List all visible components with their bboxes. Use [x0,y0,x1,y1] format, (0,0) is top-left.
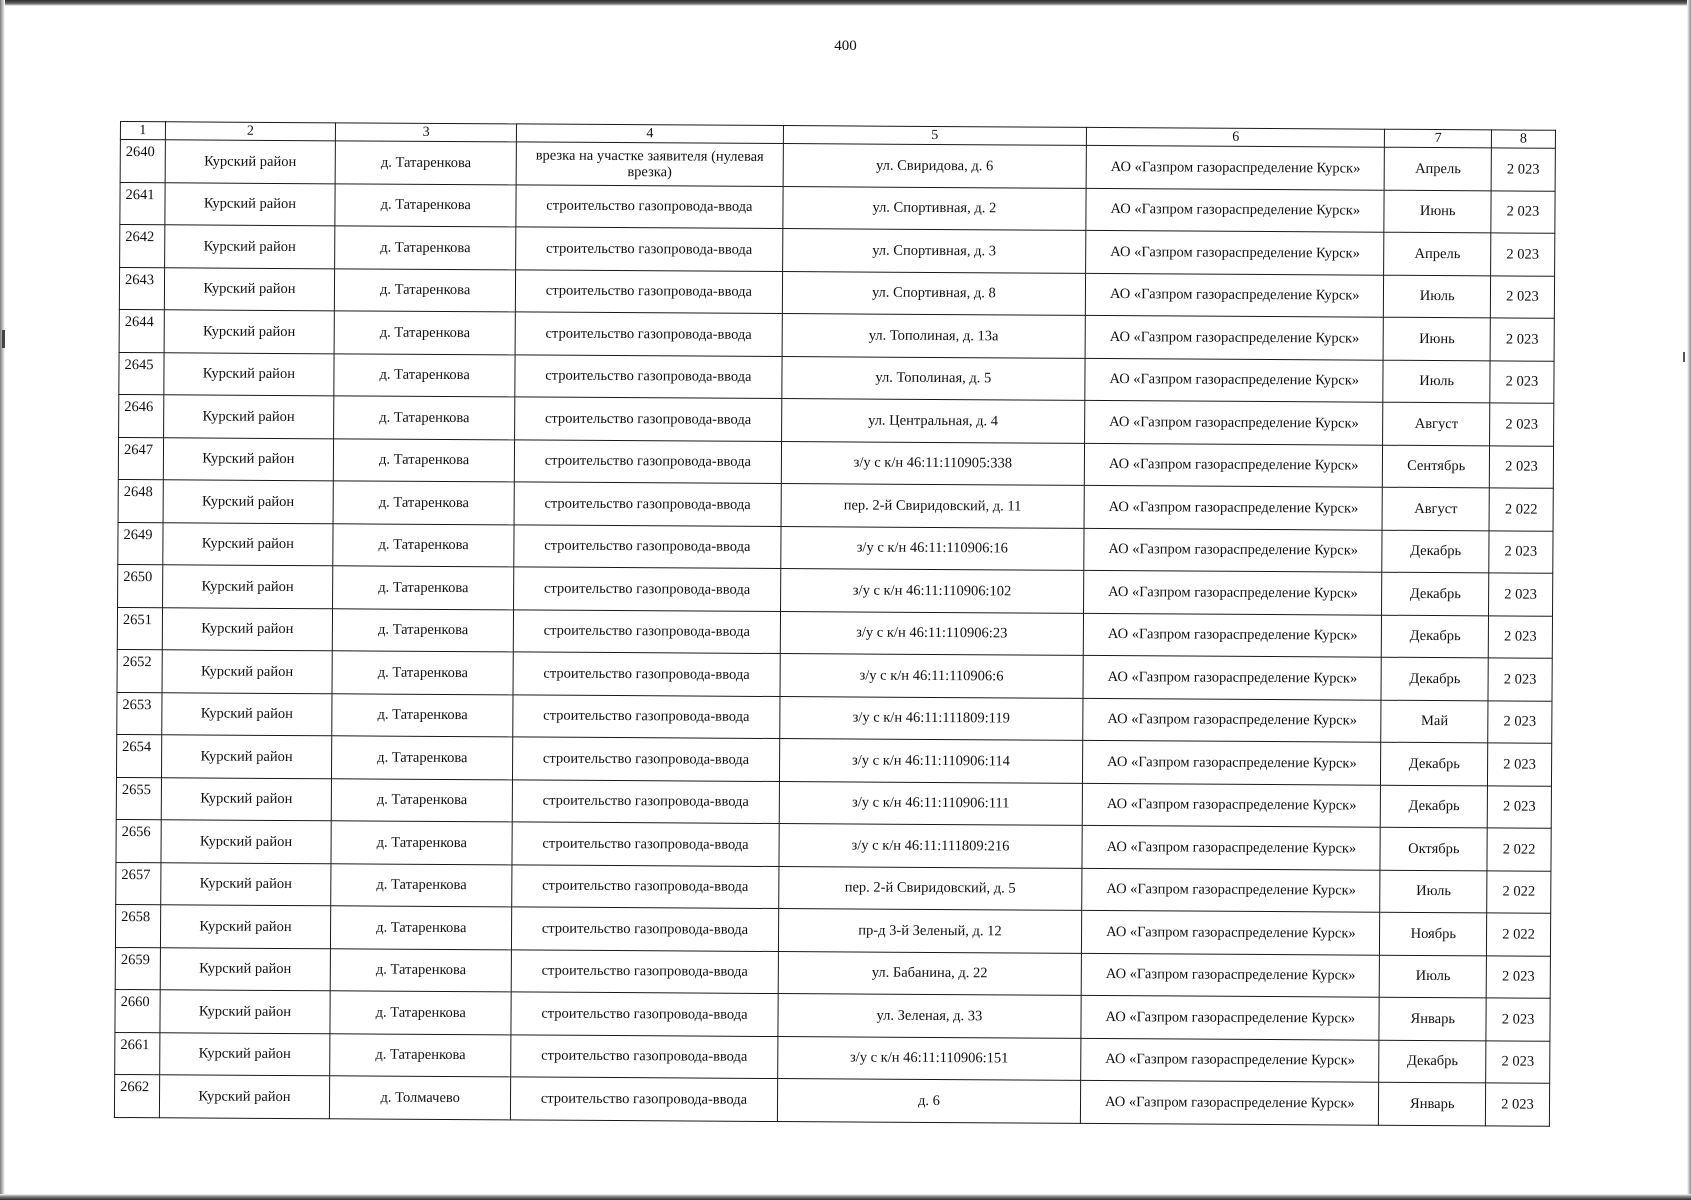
work-type-cell: строительство газопровода-ввода [511,992,778,1036]
address-cell: ул. Тополиная, д. 13а [782,314,1086,358]
work-type-cell: строительство газопровода-ввода [514,567,781,611]
row-number: 2645 [119,352,164,395]
organization-cell: АО «Газпром газораспределение Курск» [1085,315,1384,359]
settlement-cell: д. Татаренкова [333,566,514,610]
organization-cell: АО «Газпром газораспределение Курск» [1086,188,1385,232]
year-cell: 2 023 [1488,700,1552,743]
column-header-5: 5 [783,126,1087,146]
address-cell: ул. Центральная, д. 4 [781,399,1085,443]
district-cell: Курский район [163,395,334,439]
row-number: 2659 [115,947,160,990]
row-number: 2646 [119,394,164,437]
address-cell: ул. Спортивная, д. 2 [782,186,1086,230]
year-cell: 2 022 [1489,488,1553,531]
settlement-cell: д. Татаренкова [334,396,515,440]
address-cell: з/у с к/н 46:11:110906:151 [777,1036,1081,1080]
scan-edge-left [0,0,5,1200]
month-cell: Апрель [1384,232,1491,275]
district-cell: Курский район [164,352,335,396]
year-cell: 2 023 [1485,1083,1549,1126]
work-type-cell: строительство газопровода-ввода [512,822,779,866]
row-number: 2648 [118,479,163,522]
table-row [114,1074,1549,1125]
year-cell: 2 023 [1490,318,1554,361]
settlement-cell: д. Татаренкова [333,438,514,482]
district-cell: Курский район [161,777,332,821]
month-cell: Декабрь [1382,615,1489,658]
table-body [114,140,1555,1126]
month-cell: Январь [1379,997,1486,1040]
month-cell: Июль [1383,360,1490,403]
year-cell: 2 023 [1486,998,1550,1041]
district-cell: Курский район [162,607,333,651]
work-type-cell: строительство газопровода-ввода [511,1077,778,1121]
year-cell: 2 023 [1486,1040,1550,1083]
year-cell: 2 023 [1487,743,1551,786]
scan-edge-right [1687,0,1691,1200]
document-table [114,121,1556,1126]
row-number: 2657 [116,862,161,905]
district-cell: Курский район [160,990,331,1034]
district-cell: Курский район [160,947,331,991]
work-type-cell: строительство газопровода-ввода [515,439,782,483]
column-header-1: 1 [120,122,165,140]
work-type-cell: строительство газопровода-ввода [512,907,779,951]
address-cell: ул. Спортивная, д. 3 [782,229,1086,273]
address-cell: з/у с к/н 46:11:110906:102 [780,569,1084,613]
scan-edge-top [0,0,1691,6]
work-type-cell: врезка на участке заявителя (нулевая врезка) [516,142,783,186]
address-cell: ул. Зеленая, д. 33 [778,994,1082,1038]
address-cell: ул. Тополиная, д. 5 [781,356,1085,400]
month-cell: Ноябрь [1380,912,1487,955]
address-cell: з/у с к/н 46:11:111809:216 [779,824,1083,868]
organization-cell: АО «Газпром газораспределение Курск» [1083,698,1382,742]
month-cell: Октябрь [1380,827,1487,870]
row-number: 2661 [115,1032,160,1075]
settlement-cell: д. Татаренкова [331,863,512,907]
organization-cell: АО «Газпром газораспределение Курск» [1084,443,1383,487]
address-cell: з/у с к/н 46:11:110906:6 [780,654,1084,698]
organization-cell: АО «Газпром газораспределение Курск» [1086,230,1385,274]
column-header-2: 2 [165,122,336,141]
settlement-cell: д. Толмачево [330,1076,511,1120]
district-cell: Курский район [163,522,334,566]
settlement-cell: д. Татаренкова [331,821,512,865]
year-cell: 2 023 [1489,530,1553,573]
district-cell: Курский район [161,735,332,779]
year-cell: 2 023 [1490,360,1554,403]
work-type-cell: строительство газопровода-ввода [514,609,781,653]
row-number: 2640 [120,140,165,183]
year-cell: 2 023 [1491,190,1555,233]
organization-cell: АО «Газпром газораспределение Курск» [1081,995,1380,1039]
year-cell: 2 022 [1487,828,1551,871]
address-cell: пр-д 3-й Зеленый, д. 12 [778,909,1082,953]
month-cell: Январь [1379,1082,1486,1125]
row-number: 2651 [117,607,162,650]
year-cell: 2 023 [1488,658,1552,701]
work-type-cell: строительство газопровода-ввода [513,652,780,696]
scan-edge-bottom [0,1194,1691,1200]
month-cell: Апрель [1385,147,1492,190]
district-cell: Курский район [160,862,331,906]
column-header-6: 6 [1087,127,1385,147]
work-type-cell: строительство газопровода-ввода [514,524,781,568]
address-cell: з/у с к/н 46:11:110906:16 [780,526,1084,570]
year-cell: 2 023 [1490,275,1554,318]
organization-cell: АО «Газпром газораспределение Курск» [1085,358,1384,402]
address-cell: з/у с к/н 46:11:111809:119 [779,696,1083,740]
column-header-3: 3 [336,123,517,142]
district-cell: Курский район [165,182,336,226]
row-number: 2662 [114,1074,159,1117]
address-cell: з/у с к/н 46:11:110906:23 [780,611,1084,655]
settlement-cell: д. Татаренкова [334,311,515,355]
year-cell: 2 023 [1491,148,1555,191]
settlement-cell: д. Татаренкова [331,778,512,822]
district-cell: Курский район [164,225,335,269]
settlement-cell: д. Татаренкова [332,608,513,652]
organization-cell: АО «Газпром газораспределение Курск» [1085,400,1384,444]
work-type-cell: строительство газопровода-ввода [515,397,782,441]
month-cell: Сентябрь [1383,445,1490,488]
district-cell: Курский район [163,437,334,481]
work-type-cell: строительство газопровода-ввода [511,949,778,993]
district-cell: Курский район [159,1032,330,1076]
year-cell: 2 023 [1490,403,1554,446]
row-number: 2650 [118,564,163,607]
address-cell: ул. Свиридова, д. 6 [783,144,1087,188]
month-cell: Декабрь [1381,785,1488,828]
organization-cell: АО «Газпром газораспределение Курск» [1081,953,1380,997]
year-cell: 2 023 [1489,445,1553,488]
settlement-cell: д. Татаренкова [331,906,512,950]
month-cell: Декабрь [1381,742,1488,785]
settlement-cell: д. Татаренкова [332,651,513,695]
month-cell: Июль [1380,870,1487,913]
work-type-cell: строительство газопровода-ввода [512,864,779,908]
month-cell: Декабрь [1379,1040,1486,1083]
month-cell: Июль [1384,275,1491,318]
organization-cell: АО «Газпром газораспределение Курск» [1082,868,1381,912]
address-cell: пер. 2-й Свиридовский, д. 5 [778,866,1082,910]
settlement-cell: д. Татаренкова [332,693,513,737]
address-cell: ул. Бабанина, д. 22 [778,951,1082,995]
settlement-cell: д. Татаренкова [335,141,516,185]
month-cell: Май [1381,700,1488,743]
settlement-cell: д. Татаренкова [332,736,513,780]
settlement-cell: д. Татаренкова [333,523,514,567]
organization-cell: АО «Газпром газораспределение Курск» [1081,1080,1380,1124]
row-number: 2642 [120,225,165,268]
month-cell: Июнь [1384,190,1491,233]
district-cell: Курский район [164,267,335,311]
district-cell: Курский район [165,140,336,184]
work-type-cell: строительство газопровода-ввода [515,312,782,356]
organization-cell: АО «Газпром газораспределение Курск» [1084,570,1383,614]
organization-cell: АО «Газпром газораспределение Курск» [1083,655,1382,699]
organization-cell: АО «Газпром газораспределение Курск» [1081,1038,1380,1082]
organization-cell: АО «Газпром газораспределение Курск» [1084,528,1383,572]
settlement-cell: д. Татаренкова [330,991,511,1035]
row-number: 2652 [117,649,162,692]
organization-cell: АО «Газпром газораспределение Курск» [1083,613,1382,657]
work-type-cell: строительство газопровода-ввода [515,354,782,398]
row-number: 2644 [119,309,164,352]
address-cell: д. 6 [777,1079,1081,1123]
year-cell: 2 023 [1491,233,1555,276]
settlement-cell: д. Татаренкова [333,481,514,525]
organization-cell: АО «Газпром газораспределение Курск» [1082,825,1381,869]
work-type-cell: строительство газопровода-ввода [516,269,783,313]
row-number: 2643 [119,267,164,310]
month-cell: Декабрь [1382,530,1489,573]
address-cell: ул. Спортивная, д. 8 [782,271,1086,315]
settlement-cell: д. Татаренкова [335,183,516,227]
settlement-cell: д. Татаренкова [335,268,516,312]
district-cell: Курский район [161,820,332,864]
column-header-4: 4 [517,124,783,144]
district-cell: Курский район [163,480,334,524]
year-cell: 2 022 [1487,870,1551,913]
district-cell: Курский район [162,650,333,694]
column-header-7: 7 [1385,129,1492,148]
row-number: 2658 [115,904,160,947]
year-cell: 2 022 [1486,913,1550,956]
organization-cell: АО «Газпром газораспределение Курск» [1086,145,1385,189]
row-number: 2660 [115,989,160,1032]
organization-cell: АО «Газпром газораспределение Курск» [1084,485,1383,529]
organization-cell: АО «Газпром газораспределение Курск» [1083,740,1382,784]
year-cell: 2 023 [1486,955,1550,998]
scan-artifact [2,330,5,348]
organization-cell: АО «Газпром газораспределение Курск» [1082,783,1381,827]
settlement-cell: д. Татаренкова [330,1033,511,1077]
work-type-cell: строительство газопровода-ввода [513,737,780,781]
month-cell: Июль [1380,955,1487,998]
district-cell: Курский район [160,905,331,949]
row-number: 2647 [118,437,163,480]
page-number: 400 [834,38,857,54]
row-number: 2649 [118,522,163,565]
work-type-cell: строительство газопровода-ввода [514,482,781,526]
month-cell: Декабрь [1382,572,1489,615]
district-cell: Курский район [164,310,335,354]
district-cell: Курский район [161,692,332,736]
month-cell: Июнь [1384,317,1491,360]
organization-cell: АО «Газпром газораспределение Курск» [1082,910,1381,954]
address-cell: з/у с к/н 46:11:110905:338 [781,441,1085,485]
work-type-cell: строительство газопровода-ввода [516,184,783,228]
work-type-cell: строительство газопровода-ввода [516,227,783,271]
work-type-cell: строительство газопровода-ввода [513,694,780,738]
address-cell: пер. 2-й Свиридовский, д. 11 [781,484,1085,528]
year-cell: 2 023 [1489,573,1553,616]
row-number: 2641 [120,182,165,225]
scan-artifact [1683,352,1685,362]
row-number: 2655 [116,777,161,820]
year-cell: 2 023 [1487,785,1551,828]
district-cell: Курский район [159,1075,330,1119]
month-cell: Август [1383,402,1490,445]
row-number: 2656 [116,819,161,862]
row-number: 2654 [116,734,161,777]
month-cell: Август [1383,487,1490,530]
address-cell: з/у с к/н 46:11:110906:111 [779,781,1083,825]
district-cell: Курский район [162,565,333,609]
row-number: 2653 [117,692,162,735]
year-cell: 2 023 [1488,615,1552,658]
organization-cell: АО «Газпром газораспределение Курск» [1086,273,1385,317]
work-type-cell: строительство газопровода-ввода [512,779,779,823]
document-table-wrapper [114,121,1556,1126]
work-type-cell: строительство газопровода-ввода [511,1034,778,1078]
settlement-cell: д. Татаренкова [334,353,515,397]
settlement-cell: д. Татаренкова [335,226,516,270]
settlement-cell: д. Татаренкова [330,948,511,992]
address-cell: з/у с к/н 46:11:110906:114 [779,739,1083,783]
month-cell: Декабрь [1381,657,1488,700]
column-header-8: 8 [1491,130,1555,148]
